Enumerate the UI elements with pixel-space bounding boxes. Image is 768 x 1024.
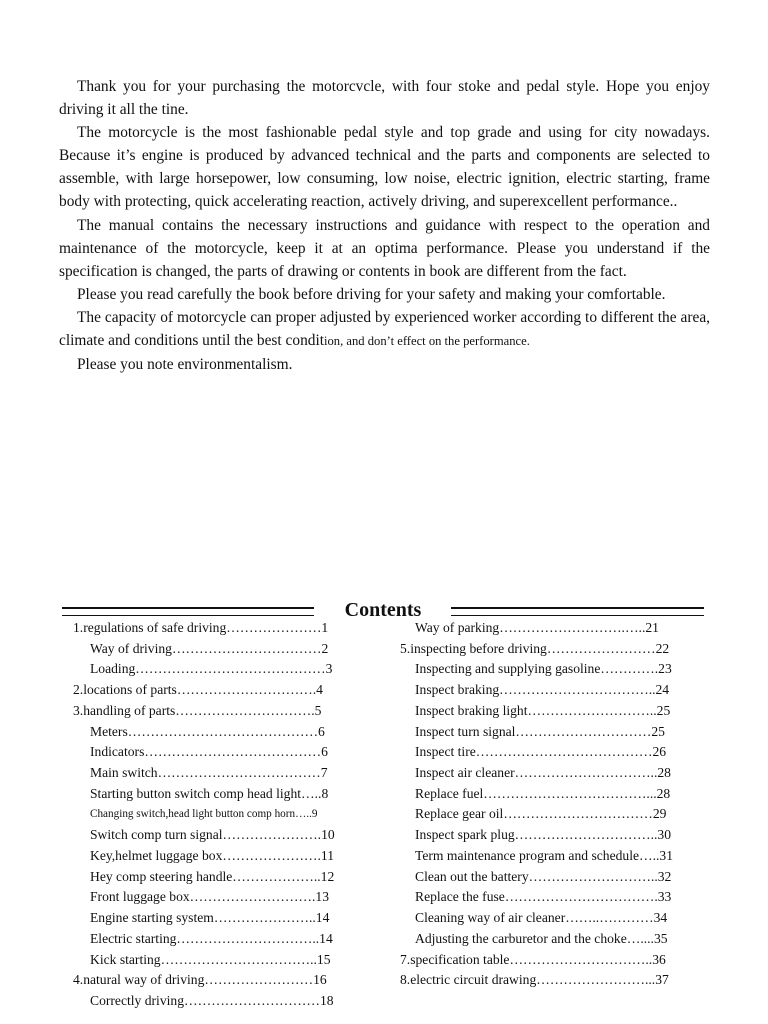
intro-paragraph: Please you read carefully the book before driving for your safety and making your comfortable. <box>77 285 666 303</box>
toc-entry: Inspect tire…………………………………26 <box>415 744 667 760</box>
toc-entry: Correctly driving…………………………18 <box>90 992 334 1008</box>
toc-entry: Adjusting the carburetor and the choke…....35 <box>415 930 668 946</box>
toc-entry: 3.handling of parts………………………….5 <box>73 702 322 718</box>
toc-entry: Way of parking……………………….…..21 <box>415 620 659 635</box>
toc-entry: Front luggage box……………………….13 <box>90 889 330 905</box>
toc-entry: Switch comp turn signal………………….10 <box>90 827 335 843</box>
intro-paragraph: The motorcycle is the most fashionable pedal style and top grade and using for city nowadays. Because it’s engine is produced by advanced technical and the parts and components are selected to assemble, with large horsepower, low consuming, low noise, electric ignition, electric starting, frame body with protecting, quick accelerating reaction, actively driving, and superexcellent performance.. <box>59 124 710 211</box>
toc-entry: Indicators…………………………………6 <box>90 744 328 760</box>
toc-entry: Inspect spark plug…………………………..30 <box>415 827 671 843</box>
toc-entry: 5.inspecting before driving……………………22 <box>400 640 670 656</box>
toc-entry: Clean out the battery………………………..32 <box>415 868 672 884</box>
contents-title: Contents <box>344 599 422 621</box>
intro-paragraph: The capacity of motorcycle can proper adjusted by experienced worker according to different the area, climate and conditions until the best condition, and don’t effect on the performance. <box>59 308 710 350</box>
toc-entry: Meters……………………………………6 <box>90 723 325 739</box>
intro-paragraph: The manual contains the necessary instructions and guidance with respect to the operation and maintenance of the motorcycle, keep it at an optima performance. Please you understand if the specification is changed, the parts of drawing or contents in book are different from the fact. <box>59 216 710 280</box>
toc-entry: Replace gear oil……………………………29 <box>415 806 667 822</box>
toc-entry: Starting button switch comp head light…..8 <box>90 785 329 801</box>
toc-entry: 2.locations of parts………………………….4 <box>73 682 323 698</box>
toc-entry: Engine starting system…………………..14 <box>90 910 330 926</box>
toc-entry: Way of driving……………………………2 <box>90 640 329 656</box>
contents-rule-left <box>62 607 314 616</box>
toc-entry: Changing switch,head light button comp horn…..9 <box>90 808 318 821</box>
toc-entry: Inspect braking……………………………..24 <box>415 682 670 698</box>
toc-entry: 4.natural way of driving……………………16 <box>73 972 327 988</box>
toc-entry: 7.specification table…………………………..36 <box>400 951 666 967</box>
toc-entry: Inspect turn signal…………………………25 <box>415 723 665 739</box>
toc-entry: Replace fuel………………………………...28 <box>415 785 671 801</box>
intro-paragraph: Please you note environmentalism. <box>77 356 293 374</box>
introduction <box>59 75 710 376</box>
contents-rule-right <box>451 607 704 616</box>
toc-entry: Inspect braking light………………………..25 <box>415 702 671 718</box>
toc-entry: Hey comp steering handle………………..12 <box>90 868 335 884</box>
toc-entry: Kick starting……………………………..15 <box>90 951 331 967</box>
toc-entry: 1.regulations of safe driving…………………1 <box>73 620 329 635</box>
toc-entry: Cleaning way of air cleaner……..…………34 <box>415 910 668 926</box>
toc-entry: Key,helmet luggage box………………….11 <box>90 847 335 863</box>
toc-entry: Loading……………………………………3 <box>90 661 333 677</box>
toc-entry: Main switch………………………………7 <box>90 765 328 781</box>
toc-entry: Term maintenance program and schedule…..31 <box>415 847 673 863</box>
toc-entry: Inspect air cleaner…………………………..28 <box>415 765 671 781</box>
toc-entry: Electric starting…………………………..14 <box>90 930 333 946</box>
toc-entry: Replace the fuse…………………………….33 <box>415 889 672 905</box>
toc-entry: 8.electric circuit drawing……………………...37 <box>400 972 669 988</box>
intro-paragraph: Thank you for your purchasing the motorcvcle, with four stoke and pedal style. Hope you enjoy driving it all the tine. <box>59 78 710 119</box>
toc-entry: Inspecting and supplying gasoline………….23 <box>415 661 672 677</box>
